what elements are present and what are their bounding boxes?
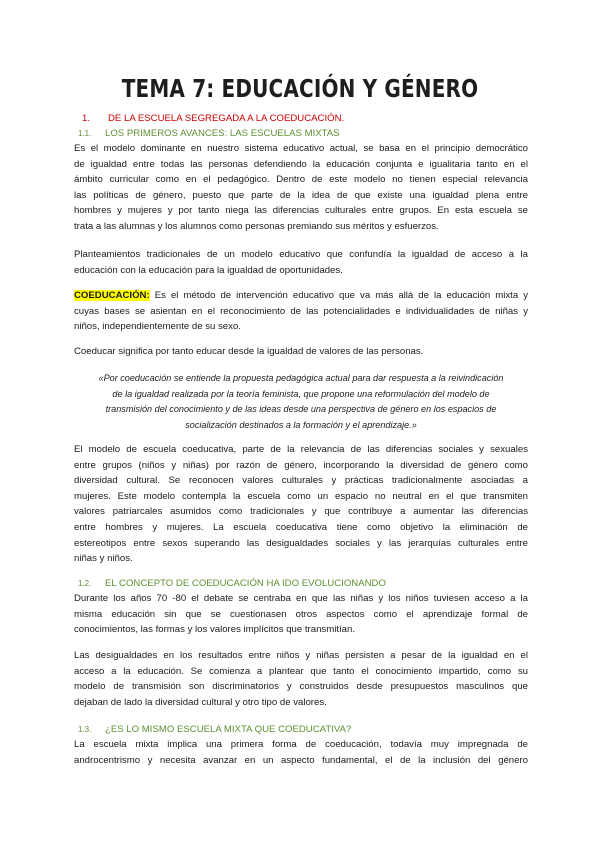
- text-line: Coeducar significa por tanto educar desde la igualdad de valores de las personas.: [74, 346, 424, 357]
- text-line: dejaban de lado la diversidad cultural y otro tipo de valores.: [74, 696, 327, 708]
- paragraph-coeducacion-definition: [74, 288, 528, 335]
- quote-line: de la igualdad realizada por la teoría feminista, que propone una reformulación del modelo de: [112, 388, 490, 399]
- text-line: conocimientos, las formas y los valores implícitos que transmitían.: [74, 624, 355, 636]
- paragraph-escuela-mixta: [74, 737, 528, 768]
- text-line: misma educación sin que se cuestionasen otros aspectos como el aprendizaje formal de: [74, 608, 528, 620]
- quote-line: transmisión del conocimiento y de las ideas desde una perspectiva de género en los espacios de: [105, 404, 497, 415]
- subsection-heading-text: LOS PRIMEROS AVANCES: LAS ESCUELAS MIXTAS: [105, 128, 340, 139]
- subsection-number: 1.2.: [78, 579, 92, 588]
- text-line: educación con la educación para la igualdad de oportunidades.: [74, 264, 343, 276]
- block-quote: [74, 371, 528, 433]
- quote-line: socialización destinados a la formación y el aprendizaje.»: [185, 419, 417, 430]
- text-line: niñas y niños.: [74, 553, 133, 565]
- section-heading-1: [82, 113, 344, 124]
- text-line: valores patriarcales asumidos como tradicionales y que contribuye a aumentar las diferencias: [74, 506, 528, 518]
- paragraph-planteamientos: [74, 247, 528, 278]
- text-line: La escuela mixta implica una primera forma de coeducación, todavía muy impregnada de: [74, 739, 528, 750]
- document-title: TEMA 7: EDUCACIÓN Y GÉNERO: [121, 74, 479, 103]
- text-line: de igualdad entre todas las personas defendiendo la educación conjunta e igualitaria tanto en el: [74, 158, 528, 170]
- text-line: entre grupos (niños y niñas) por razón de género, incorporando la diversidad de género como: [74, 459, 528, 471]
- subsection-heading-text: EL CONCEPTO DE COEDUCACIÓN HA IDO EVOLUCIONANDO: [105, 578, 386, 589]
- text-line: las políticas de género, puesto que parte de la idea de que existe una igualdad plena entre: [74, 189, 528, 201]
- text-line: trata a las alumnas y los alumnos como personas premiando sus méritos y esfuerzos.: [74, 220, 439, 232]
- text-line: Planteamientos tradicionales de un modelo educativo que confundía la igualdad de acceso a la: [74, 249, 528, 260]
- text-line: El modelo de escuela coeducativa, parte de la relevancia de las diferencias sociales y sexuales: [74, 444, 528, 455]
- text-line: cuyas bases se asientan en el reconocimiento de las potencialidades e individualidades de niñas y: [74, 305, 528, 317]
- text-line: acceso a la educación. Se comienza a plantear que tanto el conocimiento impartido, como su: [74, 665, 528, 677]
- subsection-heading-1-2: [78, 578, 386, 589]
- text-line: ámbito curricular como en el pedagógico. Dentro de este modelo no tienen especial relevancia: [74, 174, 528, 186]
- subsection-heading-1-1: [78, 128, 340, 139]
- text-line: Es el modelo dominante en nuestro sistema educativo actual, se basa en el principio democrático: [74, 143, 528, 154]
- text-line: niños, independientemente de su sexo.: [74, 321, 241, 333]
- subsection-number: 1.1.: [78, 129, 92, 138]
- subsection-heading-1-3: [78, 724, 351, 735]
- subsection-heading-text: ¿ES LO MISMO ESCUELA MIXTA QUE COEDUCATIVA?: [105, 724, 352, 735]
- text-line: estereotipos entre sexos superando las desigualdades sociales y las jerarquías culturales entre: [74, 537, 528, 549]
- text-line: diversidad cultural. Se reconocen valores culturales y prácticas tradicionalmente asociadas a: [74, 475, 528, 487]
- text-line: modelo de transmisión son discriminatorios y construidos desde presupuestos masculinos que: [74, 681, 528, 693]
- text-line-rest: Es el método de intervención educativo que va más allá de la educación mixta y: [154, 290, 528, 301]
- paragraph-coeducar: [74, 344, 528, 360]
- text-line: [74, 288, 528, 304]
- paragraph-debate-anos-70: [74, 591, 528, 638]
- section-number: 1.: [82, 113, 91, 124]
- quote-line: «Por coeducación se entiende la propuesta pedagógica actual para dar respuesta a la reivindicación: [98, 373, 504, 383]
- subsection-number: 1.3.: [78, 725, 92, 734]
- text-line: androcentrismo y necesita avanzar en un aspecto fundamental, el de la inclusión del género: [74, 754, 528, 766]
- paragraph-desigualdades: [74, 648, 528, 710]
- paragraph-modelo-dominante: [74, 141, 528, 235]
- text-line: hombres y mujeres y por tanto niega las diferencias culturales entre grupos. En esta escuela se: [74, 205, 528, 217]
- text-line: entre hombres y mujeres. La escuela coeducativa tiene como objetivo la eliminación de: [74, 521, 528, 533]
- text-line: Las desigualdades en los resultados entre niños y niñas persisten a pesar de la igualdad en el: [74, 650, 528, 661]
- paragraph-escuela-coeducativa: [74, 442, 528, 567]
- text-line: Durante los años 70 -80 el debate se centraba en que las niñas y los niños tuviesen acceso a la: [74, 593, 528, 604]
- highlighted-term: COEDUCACIÓN:: [74, 290, 150, 301]
- section-heading-text: DE LA ESCUELA SEGREGADA A LA COEDUCACIÓN.: [108, 113, 345, 124]
- text-line: mujeres. Este modelo contempla la escuela como un espacio no neutral en el que transmiten: [74, 490, 528, 502]
